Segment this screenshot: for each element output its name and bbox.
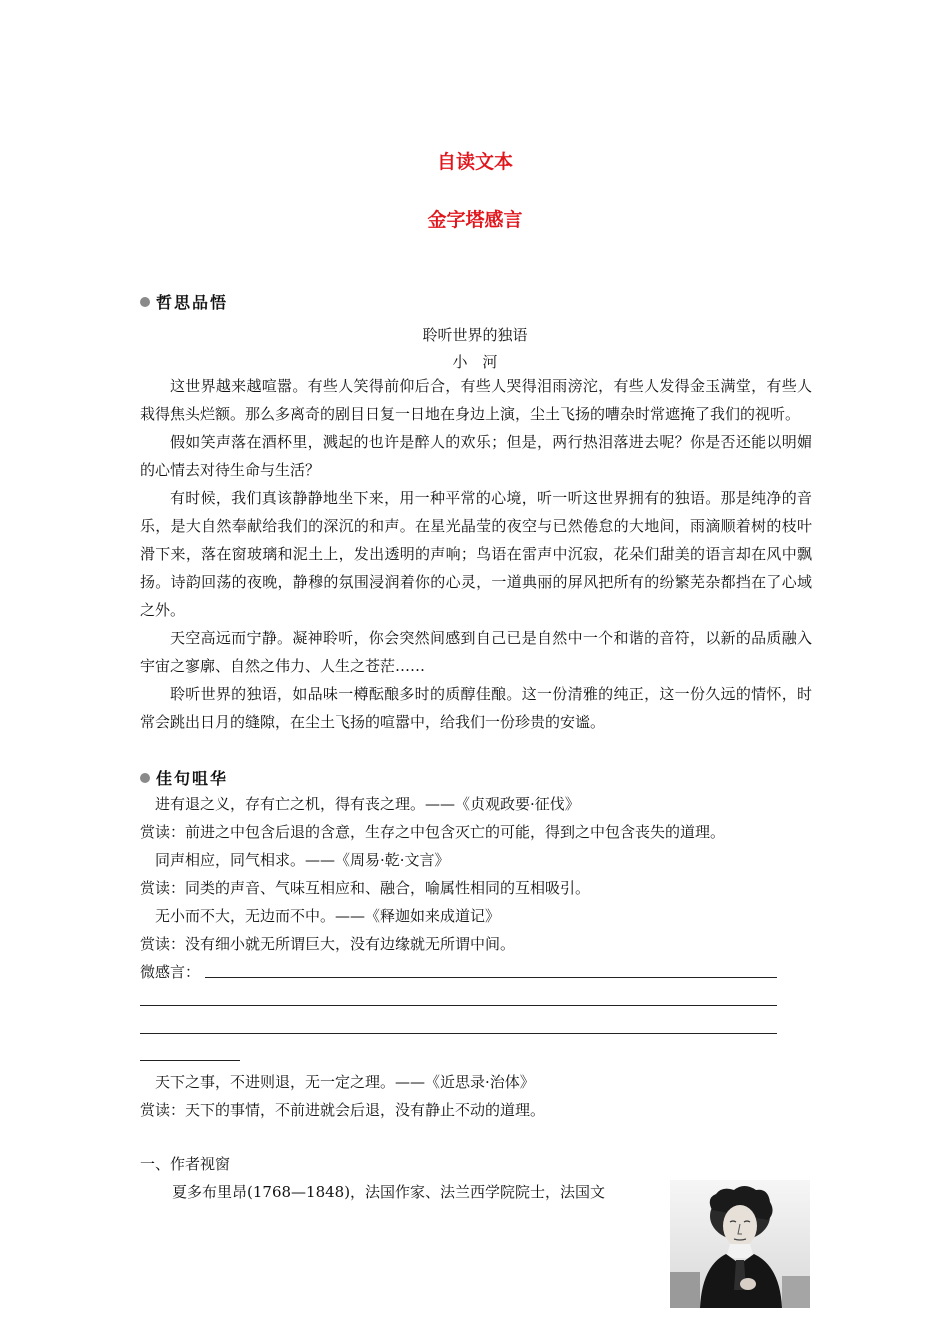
author-intro-text: 夏多布里昂(1768—1848)，法国作家、法兰西学院院士，法国文	[172, 1183, 606, 1201]
quote-text: 同声相应，同气相求。——《周易·乾·文言》	[155, 851, 450, 869]
quote-text: 天下之事，不进则退，无一定之理。——《近思录·治体》	[155, 1073, 535, 1091]
section-heading-label: 哲思品悟	[156, 293, 229, 312]
answer-line[interactable]	[140, 1033, 777, 1034]
quote-text: 无小而不大，无边而不中。——《释迦如来成道记》	[155, 907, 501, 925]
page-title: 自读文本	[436, 151, 513, 173]
quote-note: 赏读：天下的事情，不前进就会后退，没有静止不动的道理。	[140, 1101, 546, 1119]
answer-line[interactable]	[205, 977, 777, 978]
essay-paragraph: 聆听世界的独语，如品味一樽酝酿多时的质醇佳酿。这一份清雅的纯正，这一份久远的情怀，时常会跳出日月的缝隙，在尘土飞扬的喧嚣中，给我们一份珍贵的安谧。	[140, 685, 812, 731]
essay-paragraph: 这世界越来越喧嚣。有些人笑得前仰后合，有些人哭得泪雨滂沱，有些人发得金玉满堂，有些人栽得焦头烂额。那么多离奇的剧目日复一日地在身边上演，尘土飞扬的嘈杂时常遮掩了我们的视听。	[140, 377, 812, 423]
author-portrait-image	[670, 1180, 810, 1308]
micro-comment-label: 微感言：	[140, 963, 201, 981]
author-portrait	[670, 1180, 810, 1308]
quote-note: 赏读：同类的声音、气味互相应和、融合，喻属性相同的互相吸引。	[140, 879, 591, 897]
bullet-dot-icon	[140, 773, 150, 783]
essay-body	[140, 372, 812, 736]
page-subtitle: 金字塔感言	[427, 209, 523, 231]
answer-line[interactable]	[140, 1005, 777, 1006]
answer-line[interactable]	[140, 1060, 240, 1061]
essay-paragraph: 假如笑声落在酒杯里，溅起的也许是醉人的欢乐；但是，两行热泪落进去呢？你是否还能以明媚的心情去对待生命与生活？	[140, 433, 812, 479]
essay-paragraph: 有时候，我们真该静静地坐下来，用一种平常的心境，听一听这世界拥有的独语。那是纯净的音乐，是大自然奉献给我们的深沉的和声。在星光晶莹的夜空与已然倦怠的大地间，雨滴顺着树的枝叶滑下来，落在窗玻璃和泥土上，发出透明的声响；鸟语在雷声中沉寂，花朵们甜美的语言却在风中飘扬。诗韵回荡的夜晚，静穆的氛围浸润着你的心灵，一道典丽的屏风把所有的纷繁芜杂都挡在了心域之外。	[140, 489, 812, 619]
quote-text: 进有退之义，存有亡之机，得有丧之理。——《贞观政要·征伐》	[155, 795, 580, 813]
essay-title: 聆听世界的独语	[422, 326, 528, 344]
quote-note: 赏读：没有细小就无所谓巨大，没有边缘就无所谓中间。	[140, 935, 516, 953]
essay-paragraph: 天空高远而宁静。凝神聆听，你会突然间感到自己已是自然中一个和谐的音符，以新的品质融入宇宙之寥廓、自然之伟力、人生之苍茫……	[140, 629, 812, 675]
bullet-dot-icon	[140, 297, 150, 307]
section-heading-philosophy	[140, 290, 228, 313]
author-window-heading: 一、作者视窗	[140, 1155, 231, 1173]
essay-author: 小 河	[452, 353, 498, 371]
quote-list	[140, 790, 812, 986]
section-heading-quotes	[140, 766, 228, 789]
quote-note: 赏读：前进之中包含后退的含意，生存之中包含灭亡的可能，得到之中包含丧失的道理。	[140, 823, 726, 841]
section-heading-label: 佳句咀华	[156, 769, 229, 788]
quote-list	[140, 1068, 812, 1124]
